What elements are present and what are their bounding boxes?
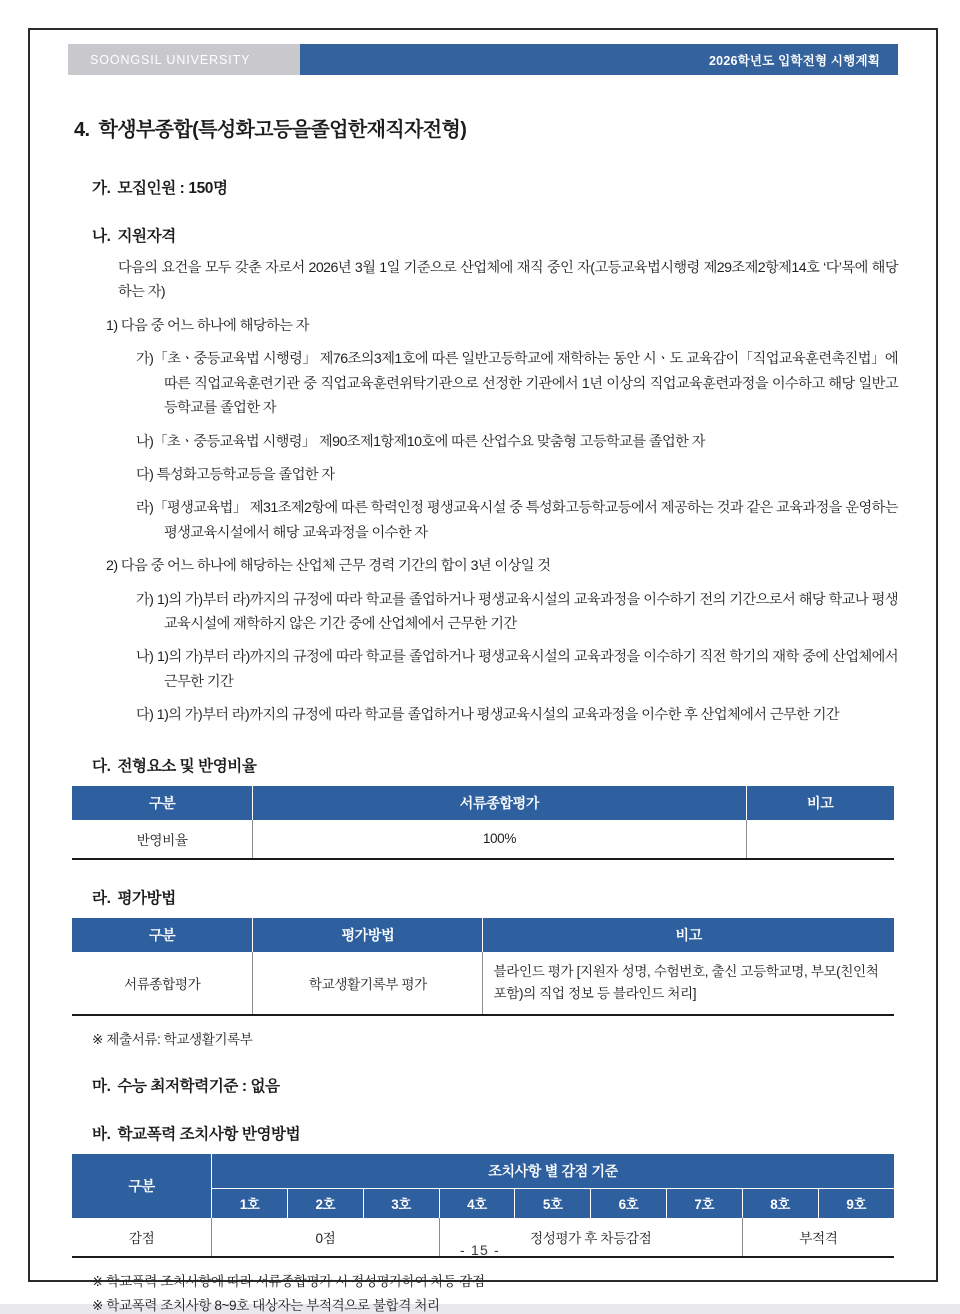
section-heading-school-violence [68, 1122, 898, 1144]
cell-penalty-row-label: 감점 [72, 1218, 212, 1257]
section-mark-d: 라. [92, 889, 111, 907]
section-label-b: 지원자격 [117, 228, 176, 245]
col-header-document-evaluation: 서류종합평가 [253, 786, 746, 820]
section-label-c: 전형요소 및 반영비율 [117, 757, 257, 775]
section-mark-f: 바. [92, 1125, 111, 1143]
cell-method-value: 학교생활기록부 평가 [253, 952, 483, 1015]
col-header-level-5: 5호 [515, 1188, 591, 1218]
eligibility-item-1-sub-b [68, 430, 898, 454]
eligibility-item-1-sub-c [68, 463, 898, 487]
col-header-level-6: 6호 [591, 1188, 667, 1218]
cell-ratio-label: 반영비율 [72, 820, 253, 859]
cell-method-remarks: 블라인드 평가 [지원자 성명, 수험번호, 출신 고등학교명, 부모(친인척 포함)의 직업 정보 등 블라인드 처리] [483, 952, 894, 1015]
evaluation-method-table [72, 918, 894, 1016]
cell-ratio-value: 100% [253, 820, 746, 859]
table-row [72, 820, 894, 859]
section-mark-a: 가. [92, 180, 111, 197]
section-label-d: 평가방법 [117, 889, 176, 907]
eligibility-item-2-sub-b-text: 1)의 가)부터 라)까지의 규정에 따라 학교를 졸업하거나 평생교육시설의 교육과정을 이수하기 직전 학기의 재학 중에 산업체에서 근무한 기간 [156, 649, 898, 690]
page-title-number: 4. [74, 119, 90, 141]
eligibility-item-2-sub-c-text: 1)의 가)부터 라)까지의 규정에 따라 학교를 졸업하거나 평생교육시설의 교육과정을 이수한 후 산업체에서 근무한 기간 [156, 707, 840, 724]
evaluation-method-table-wrap [68, 918, 898, 1016]
section-heading-evaluation-method [68, 886, 898, 908]
col-header-level-9: 9호 [818, 1188, 894, 1218]
eligibility-item-2-sub-a-mark: 가) [136, 591, 154, 608]
section-mark-c: 다. [92, 757, 111, 775]
col-header-remarks: 비고 [483, 918, 894, 952]
cell-ratio-remarks [746, 820, 894, 859]
eligibility-item-2-sub-c [68, 703, 898, 727]
section-heading-csat-minimum [68, 1074, 898, 1096]
section-mark-e: 마. [92, 1077, 111, 1095]
eligibility-item-2-sub-b-mark: 나) [136, 649, 154, 666]
eligibility-item-2 [68, 554, 898, 578]
eligibility-item-1-sub-b-mark: 나) [136, 433, 154, 450]
eligibility-item-2-sub-b [68, 645, 898, 694]
cell-penalty-1-3: 0점 [212, 1218, 439, 1257]
page-title-text: 학생부종합(특성화고등을졸업한재직자전형) [98, 119, 467, 141]
section-label-a: 모집인원 : 150명 [117, 180, 228, 197]
eligibility-item-2-sub-a-text: 1)의 가)부터 라)까지의 규정에 따라 학교를 졸업하거나 평생교육시설의 교육과정을 이수하기 전의 기간으로서 해당 학교나 평생교육시설에 재학하지 않은 기간 중에 산업체에서 근무한 기간 [156, 591, 898, 633]
eligibility-item-1-sub-c-text: 특성화고등학교등을 졸업한 자 [156, 466, 335, 483]
col-header-level-1: 1호 [212, 1188, 288, 1218]
page-number: - 15 - [460, 1242, 500, 1258]
section-heading-recruitment [68, 176, 898, 198]
eligibility-item-2-mark: 2) [106, 558, 118, 575]
col-header-level-7: 7호 [666, 1188, 742, 1218]
eligibility-item-1-sub-c-mark: 다) [136, 466, 154, 483]
section-label-f: 학교폭력 조치사항 반영방법 [117, 1125, 301, 1143]
section-heading-evaluation-ratio [68, 754, 898, 776]
col-header-method: 평가방법 [253, 918, 483, 952]
section-mark-b: 나. [92, 228, 111, 245]
page-content [30, 30, 936, 1313]
table-header-row [72, 918, 894, 952]
cell-method-category: 서류종합평가 [72, 952, 253, 1015]
eligibility-item-2-text: 다음 중 어느 하나에 해당하는 산업체 근무 경력 기간의 합이 3년 이상일 것 [120, 558, 551, 575]
submission-documents-note: ※ 제출서류: 학교생활기록부 [92, 1031, 253, 1047]
table-header-row [72, 786, 894, 820]
eligibility-item-1-sub-a-text: 「초ㆍ중등교육법 시행령」 제76조의3제1호에 따른 일반고등학교에 재학하는 동안 시ㆍ도 교육감이「직업교육훈련촉진법」에 따른 직업교육훈련기관 중 직업교육훈련위탁기관으로 선정한 기관에서 1년 이상의 직업교육훈련과정을 이수하고 해당 일반고등학교를 졸업한 자 [153, 351, 898, 417]
eligibility-item-1-sub-d-text: 「평생교육법」 제31조제2항에 따른 학력인정 평생교육시설 중 특성화고등학교등에서 제공하는 것과 같은 교육과정을 운영하는 평생교육시설에서 해당 교육과정을 이수한 자 [153, 500, 898, 541]
col-header-level-2: 2호 [288, 1188, 364, 1218]
col-header-level-4: 4호 [439, 1188, 515, 1218]
cell-penalty-8-9: 부적격 [742, 1218, 894, 1257]
eligibility-item-1-sub-b-text: 「초ㆍ중등교육법 시행령」 제90조제1항제10호에 따른 산업수요 맞춤형 고등학교를 졸업한 자 [153, 433, 705, 450]
eligibility-item-1-sub-a-mark: 가) [136, 351, 154, 368]
col-header-category: 구분 [72, 918, 253, 952]
col-header-remarks: 비고 [746, 786, 894, 820]
eligibility-item-1-sub-d [68, 496, 898, 545]
admission-plan-banner: 2026학년도 입학전형 시행계획 [300, 44, 898, 75]
table-row [72, 952, 894, 1015]
running-header [68, 44, 898, 75]
page-title [68, 113, 898, 142]
col-header-category: 구분 [72, 786, 253, 820]
evaluation-ratio-table [72, 786, 894, 860]
eligibility-item-1-text: 다음 중 어느 하나에 해당하는 자 [120, 317, 309, 334]
table-header-row-group [72, 1154, 894, 1189]
section-heading-eligibility [68, 224, 898, 246]
eligibility-item-2-sub-c-mark: 다) [136, 707, 154, 724]
eligibility-item-1-mark: 1) [106, 317, 118, 334]
cell-penalty-4-7: 정성평가 후 차등감점 [439, 1218, 742, 1257]
university-name-banner: SOONGSIL UNIVERSITY [68, 44, 300, 75]
evaluation-ratio-table-wrap [68, 786, 898, 860]
col-header-level-8: 8호 [742, 1188, 818, 1218]
section-label-e: 수능 최저학력기준 : 없음 [117, 1077, 280, 1095]
eligibility-item-1 [68, 314, 898, 338]
eligibility-item-1-sub-a [68, 347, 898, 420]
col-header-level-3: 3호 [363, 1188, 439, 1218]
school-violence-note-2: ※ 학교폭력 조치사항 8~9호 대상자는 부적격으로 불합격 처리 [92, 1297, 440, 1313]
col-header-category: 구분 [72, 1154, 212, 1218]
eligibility-item-1-sub-d-mark: 라) [136, 500, 154, 517]
school-violence-note-1: ※ 학교폭력 조치사항에 따라 서류종합평가 시 정성평가하여 차등 감점 [92, 1273, 485, 1289]
col-header-penalty-criteria: 조치사항 별 감점 기준 [212, 1154, 894, 1189]
eligibility-item-2-sub-a [68, 588, 898, 637]
eligibility-intro-paragraph: 다음의 요건을 모두 갖춘 자로서 2026년 3월 1일 기준으로 산업체에 재직 중인 자(고등교육법시행령 제29조제2항제14호 ‘다’목에 해당하는 자) [118, 260, 898, 301]
